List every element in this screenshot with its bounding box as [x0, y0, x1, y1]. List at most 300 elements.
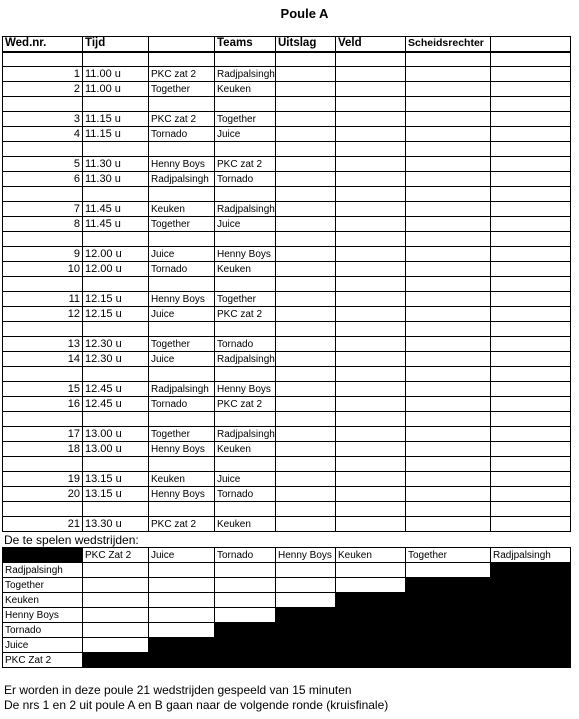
- home-team: Tornado: [149, 397, 215, 412]
- match-row: [3, 112, 571, 127]
- scheidsrechter-cell: [406, 337, 491, 352]
- footer-note-2: De nrs 1 en 2 uit poule A en B gaan naar de volgende ronde (kruisfinale): [4, 698, 389, 712]
- match-time: 13.30 u: [83, 517, 149, 532]
- spacer-row: [3, 412, 571, 427]
- empty-cell: [491, 67, 571, 82]
- matrix-header-row: [3, 548, 571, 563]
- home-team: Together: [149, 427, 215, 442]
- empty-cell: [406, 367, 491, 382]
- match-time: 12.45 u: [83, 397, 149, 412]
- empty-cell: [3, 367, 83, 382]
- match-number: 12: [3, 307, 83, 322]
- uitslag-cell: [276, 247, 336, 262]
- spacer-row: [3, 232, 571, 247]
- away-team: Keuken: [215, 82, 276, 97]
- spacer-row: [3, 52, 571, 67]
- header-uitslag: Uitslag: [276, 37, 336, 52]
- veld-cell: [336, 157, 406, 172]
- home-team: Henny Boys: [149, 157, 215, 172]
- empty-cell: [491, 322, 571, 337]
- empty-cell: [276, 367, 336, 382]
- empty-cell: [336, 412, 406, 427]
- match-matrix: [2, 547, 571, 668]
- home-team: PKC zat 2: [149, 517, 215, 532]
- matrix-blocked-cell: [336, 623, 406, 638]
- matrix-blocked-cell: [406, 638, 491, 653]
- empty-cell: [276, 187, 336, 202]
- matrix-blocked-cell: [149, 653, 215, 668]
- away-team: Radjpalsingh: [215, 352, 276, 367]
- veld-cell: [336, 112, 406, 127]
- empty-cell: [491, 142, 571, 157]
- match-row: [3, 397, 571, 412]
- matrix-blocked-cell: [491, 638, 571, 653]
- scheidsrechter-cell: [406, 292, 491, 307]
- matrix-cell: [83, 578, 149, 593]
- empty-cell: [491, 367, 571, 382]
- empty-cell: [149, 457, 215, 472]
- empty-cell: [336, 232, 406, 247]
- header-tijd: Tijd: [83, 37, 149, 52]
- uitslag-cell: [276, 382, 336, 397]
- empty-cell: [3, 232, 83, 247]
- empty-cell: [83, 52, 149, 67]
- match-row: [3, 67, 571, 82]
- match-time: 12.30 u: [83, 337, 149, 352]
- home-team: Juice: [149, 307, 215, 322]
- matrix-row-label: Keuken: [3, 593, 83, 608]
- scheidsrechter-cell: [406, 397, 491, 412]
- empty-cell: [276, 502, 336, 517]
- empty-cell: [336, 187, 406, 202]
- home-team: Tornado: [149, 127, 215, 142]
- footer-note-1: Er worden in deze poule 21 wedstrijden gespeeld van 15 minuten: [4, 683, 352, 697]
- matrix-row-label: Radjpalsingh: [3, 563, 83, 578]
- empty-cell: [149, 412, 215, 427]
- empty-cell: [491, 247, 571, 262]
- empty-cell: [406, 187, 491, 202]
- empty-cell: [406, 52, 491, 67]
- matrix-blocked-cell: [336, 593, 406, 608]
- scheidsrechter-cell: [406, 217, 491, 232]
- matrix-cell: [336, 578, 406, 593]
- header-wed-nr: Wed.nr.: [3, 37, 83, 52]
- empty-cell: [215, 97, 276, 112]
- match-number: 13: [3, 337, 83, 352]
- matrix-blocked-cell: [276, 608, 336, 623]
- away-team: Radjpalsingh: [215, 427, 276, 442]
- empty-cell: [3, 52, 83, 67]
- veld-cell: [336, 442, 406, 457]
- matrix-blocked-cell: [215, 623, 276, 638]
- match-row: [3, 427, 571, 442]
- home-team: PKC zat 2: [149, 112, 215, 127]
- match-number: 8: [3, 217, 83, 232]
- match-row: [3, 517, 571, 532]
- empty-cell: [336, 52, 406, 67]
- veld-cell: [336, 307, 406, 322]
- empty-cell: [149, 367, 215, 382]
- scheidsrechter-cell: [406, 442, 491, 457]
- match-row: [3, 172, 571, 187]
- match-number: 6: [3, 172, 83, 187]
- match-row: [3, 352, 571, 367]
- empty-cell: [215, 412, 276, 427]
- matrix-cell: [83, 623, 149, 638]
- empty-cell: [491, 52, 571, 67]
- uitslag-cell: [276, 472, 336, 487]
- header-veld: Veld: [336, 37, 406, 52]
- empty-cell: [215, 52, 276, 67]
- header-empty-2: [491, 37, 571, 52]
- matrix-column-label: Together: [406, 548, 491, 563]
- matrix-blocked-cell: [406, 608, 491, 623]
- match-number: 16: [3, 397, 83, 412]
- empty-cell: [491, 517, 571, 532]
- uitslag-cell: [276, 157, 336, 172]
- empty-cell: [491, 202, 571, 217]
- veld-cell: [336, 337, 406, 352]
- empty-cell: [215, 277, 276, 292]
- match-row: [3, 127, 571, 142]
- matrix-cell: [215, 593, 276, 608]
- uitslag-cell: [276, 292, 336, 307]
- home-team: Henny Boys: [149, 442, 215, 457]
- empty-cell: [491, 217, 571, 232]
- matrix-blocked-cell: [491, 608, 571, 623]
- match-time: 11.45 u: [83, 202, 149, 217]
- away-team: Radjpalsingh: [215, 202, 276, 217]
- home-team: Juice: [149, 352, 215, 367]
- home-team: Radjpalsingh: [149, 382, 215, 397]
- matrix-cell: [276, 578, 336, 593]
- uitslag-cell: [276, 517, 336, 532]
- match-number: 9: [3, 247, 83, 262]
- empty-cell: [491, 97, 571, 112]
- empty-cell: [336, 457, 406, 472]
- match-number: 20: [3, 487, 83, 502]
- uitslag-cell: [276, 442, 336, 457]
- uitslag-cell: [276, 307, 336, 322]
- match-number: 4: [3, 127, 83, 142]
- empty-cell: [149, 322, 215, 337]
- match-row: [3, 337, 571, 352]
- empty-cell: [149, 502, 215, 517]
- match-row: [3, 442, 571, 457]
- uitslag-cell: [276, 127, 336, 142]
- empty-cell: [406, 502, 491, 517]
- empty-cell: [491, 112, 571, 127]
- empty-cell: [3, 502, 83, 517]
- empty-cell: [491, 472, 571, 487]
- empty-cell: [83, 232, 149, 247]
- spacer-row: [3, 502, 571, 517]
- match-time: 12.00 u: [83, 247, 149, 262]
- empty-cell: [276, 232, 336, 247]
- away-team: Keuken: [215, 517, 276, 532]
- match-time: 13.00 u: [83, 427, 149, 442]
- match-time: 11.00 u: [83, 67, 149, 82]
- match-time: 11.00 u: [83, 82, 149, 97]
- empty-cell: [491, 397, 571, 412]
- empty-cell: [3, 187, 83, 202]
- veld-cell: [336, 67, 406, 82]
- home-team: Together: [149, 337, 215, 352]
- veld-cell: [336, 217, 406, 232]
- away-team: Henny Boys: [215, 382, 276, 397]
- empty-cell: [491, 487, 571, 502]
- match-number: 3: [3, 112, 83, 127]
- empty-cell: [336, 142, 406, 157]
- matrix-row: [3, 578, 571, 593]
- scheidsrechter-cell: [406, 202, 491, 217]
- empty-cell: [83, 97, 149, 112]
- empty-cell: [406, 412, 491, 427]
- empty-cell: [3, 142, 83, 157]
- matrix-row: [3, 593, 571, 608]
- match-number: 21: [3, 517, 83, 532]
- away-team: Juice: [215, 217, 276, 232]
- empty-cell: [276, 97, 336, 112]
- away-team: Keuken: [215, 262, 276, 277]
- matrix-cell: [83, 563, 149, 578]
- scheidsrechter-cell: [406, 472, 491, 487]
- veld-cell: [336, 247, 406, 262]
- match-time: 11.30 u: [83, 157, 149, 172]
- empty-cell: [215, 502, 276, 517]
- empty-cell: [276, 457, 336, 472]
- match-row: [3, 472, 571, 487]
- header-row: [3, 37, 571, 52]
- matrix-row: [3, 608, 571, 623]
- veld-cell: [336, 382, 406, 397]
- empty-cell: [276, 52, 336, 67]
- match-time: 12.00 u: [83, 262, 149, 277]
- veld-cell: [336, 172, 406, 187]
- empty-cell: [406, 142, 491, 157]
- matrix-blocked-cell: [491, 593, 571, 608]
- empty-cell: [215, 187, 276, 202]
- home-team: Henny Boys: [149, 292, 215, 307]
- match-time: 12.30 u: [83, 352, 149, 367]
- match-number: 1: [3, 67, 83, 82]
- home-team: PKC zat 2: [149, 67, 215, 82]
- empty-cell: [491, 442, 571, 457]
- matrix-cell: [149, 623, 215, 638]
- match-number: 14: [3, 352, 83, 367]
- scheidsrechter-cell: [406, 352, 491, 367]
- match-row: [3, 157, 571, 172]
- matrix-row: [3, 638, 571, 653]
- matrix-row-label: Juice: [3, 638, 83, 653]
- empty-cell: [149, 97, 215, 112]
- matrix-column-label: Keuken: [336, 548, 406, 563]
- section-label: De te spelen wedstrijden:: [4, 533, 139, 547]
- empty-cell: [491, 277, 571, 292]
- matrix-cell: [83, 638, 149, 653]
- uitslag-cell: [276, 172, 336, 187]
- empty-cell: [336, 502, 406, 517]
- matrix-blocked-cell: [83, 653, 149, 668]
- empty-cell: [149, 232, 215, 247]
- uitslag-cell: [276, 487, 336, 502]
- empty-cell: [336, 322, 406, 337]
- matrix-blocked-cell: [406, 623, 491, 638]
- matrix-cell: [149, 563, 215, 578]
- match-time: 11.45 u: [83, 217, 149, 232]
- empty-cell: [276, 322, 336, 337]
- away-team: PKC zat 2: [215, 307, 276, 322]
- uitslag-cell: [276, 397, 336, 412]
- empty-cell: [215, 142, 276, 157]
- away-team: PKC zat 2: [215, 397, 276, 412]
- matrix-row-label: PKC Zat 2: [3, 653, 83, 668]
- empty-cell: [3, 322, 83, 337]
- empty-cell: [491, 127, 571, 142]
- empty-cell: [276, 412, 336, 427]
- scheidsrechter-cell: [406, 157, 491, 172]
- away-team: Keuken: [215, 442, 276, 457]
- empty-cell: [83, 412, 149, 427]
- match-number: 19: [3, 472, 83, 487]
- empty-cell: [83, 322, 149, 337]
- matrix-column-label: Tornado: [215, 548, 276, 563]
- empty-cell: [149, 277, 215, 292]
- uitslag-cell: [276, 112, 336, 127]
- matrix-cell: [276, 593, 336, 608]
- away-team: PKC zat 2: [215, 157, 276, 172]
- scheidsrechter-cell: [406, 112, 491, 127]
- match-row: [3, 292, 571, 307]
- matrix-blocked-cell: [406, 653, 491, 668]
- match-number: 10: [3, 262, 83, 277]
- spacer-row: [3, 97, 571, 112]
- matrix-column-label: Juice: [149, 548, 215, 563]
- empty-cell: [276, 142, 336, 157]
- away-team: Together: [215, 112, 276, 127]
- away-team: Tornado: [215, 172, 276, 187]
- matrix-row-label: Tornado: [3, 623, 83, 638]
- empty-cell: [491, 307, 571, 322]
- empty-cell: [491, 262, 571, 277]
- match-number: 15: [3, 382, 83, 397]
- matrix-cell: [406, 563, 491, 578]
- veld-cell: [336, 517, 406, 532]
- match-number: 11: [3, 292, 83, 307]
- match-row: [3, 487, 571, 502]
- empty-cell: [491, 457, 571, 472]
- empty-cell: [491, 412, 571, 427]
- away-team: Juice: [215, 127, 276, 142]
- empty-cell: [491, 82, 571, 97]
- match-time: 11.30 u: [83, 172, 149, 187]
- empty-cell: [149, 52, 215, 67]
- away-team: Tornado: [215, 337, 276, 352]
- scheidsrechter-cell: [406, 127, 491, 142]
- match-row: [3, 202, 571, 217]
- scheidsrechter-cell: [406, 487, 491, 502]
- empty-cell: [406, 232, 491, 247]
- matrix-cell: [215, 608, 276, 623]
- match-row: [3, 217, 571, 232]
- match-number: 17: [3, 427, 83, 442]
- empty-cell: [149, 187, 215, 202]
- home-team: Henny Boys: [149, 487, 215, 502]
- empty-cell: [215, 322, 276, 337]
- match-row: [3, 82, 571, 97]
- empty-cell: [491, 352, 571, 367]
- matrix-blocked-cell: [276, 653, 336, 668]
- matrix-row-label: Henny Boys: [3, 608, 83, 623]
- matrix-blocked-cell: [276, 638, 336, 653]
- empty-cell: [491, 337, 571, 352]
- scheidsrechter-cell: [406, 427, 491, 442]
- home-team: Keuken: [149, 472, 215, 487]
- empty-cell: [491, 187, 571, 202]
- match-row: [3, 382, 571, 397]
- scheidsrechter-cell: [406, 307, 491, 322]
- match-time: 13.15 u: [83, 487, 149, 502]
- matrix-blocked-cell: [491, 578, 571, 593]
- veld-cell: [336, 262, 406, 277]
- uitslag-cell: [276, 337, 336, 352]
- empty-cell: [491, 292, 571, 307]
- empty-cell: [491, 382, 571, 397]
- empty-cell: [491, 232, 571, 247]
- away-team: Henny Boys: [215, 247, 276, 262]
- away-team: Radjpalsingh: [215, 67, 276, 82]
- empty-cell: [491, 172, 571, 187]
- uitslag-cell: [276, 262, 336, 277]
- empty-cell: [83, 457, 149, 472]
- uitslag-cell: [276, 217, 336, 232]
- empty-cell: [491, 502, 571, 517]
- matrix-cell: [336, 563, 406, 578]
- scheidsrechter-cell: [406, 67, 491, 82]
- empty-cell: [83, 277, 149, 292]
- uitslag-cell: [276, 427, 336, 442]
- matrix-blocked-cell: [406, 578, 491, 593]
- away-team: Tornado: [215, 487, 276, 502]
- empty-cell: [83, 142, 149, 157]
- empty-cell: [491, 427, 571, 442]
- matrix-row: [3, 563, 571, 578]
- empty-cell: [406, 97, 491, 112]
- empty-cell: [3, 97, 83, 112]
- schedule-table: [2, 36, 571, 532]
- match-number: 2: [3, 82, 83, 97]
- matrix-cell: [215, 578, 276, 593]
- home-team: Together: [149, 82, 215, 97]
- spacer-row: [3, 322, 571, 337]
- match-number: 18: [3, 442, 83, 457]
- empty-cell: [83, 367, 149, 382]
- empty-cell: [276, 277, 336, 292]
- header-empty: [149, 37, 215, 52]
- matrix-row: [3, 653, 571, 668]
- matrix-cell: [83, 593, 149, 608]
- empty-cell: [215, 457, 276, 472]
- scheidsrechter-cell: [406, 172, 491, 187]
- empty-cell: [406, 277, 491, 292]
- veld-cell: [336, 292, 406, 307]
- matrix-blocked-cell: [491, 623, 571, 638]
- match-time: 11.15 u: [83, 112, 149, 127]
- header-scheidsrechter: Scheidsrechter: [406, 37, 491, 52]
- home-team: Together: [149, 217, 215, 232]
- empty-cell: [406, 457, 491, 472]
- matrix-column-label: Radjpalsingh: [491, 548, 571, 563]
